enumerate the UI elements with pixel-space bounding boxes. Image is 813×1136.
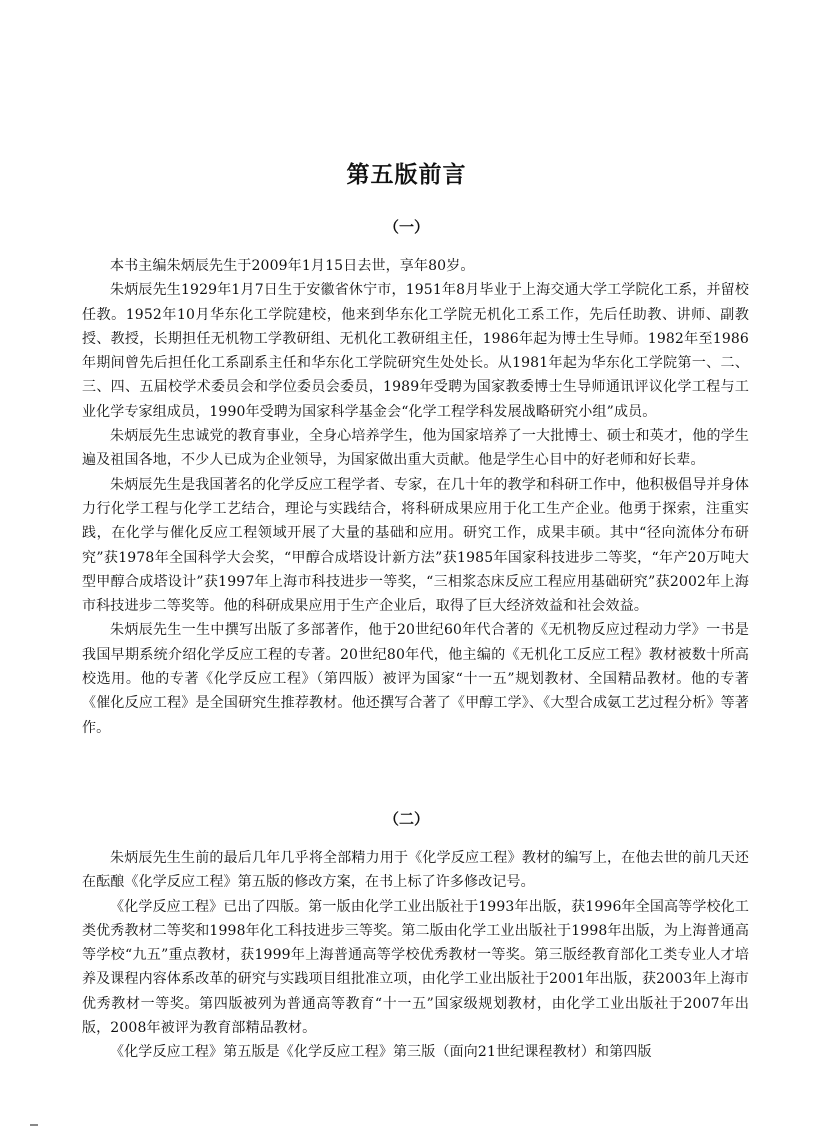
paragraph: 朱炳辰先生生前的最后几年几乎将全部精力用于《化学反应工程》教材的编写上，在他去世的前几天还在酝酿《化学反应工程》第五版的修改方案，在书上标了许多修改记号。 xyxy=(82,850,749,891)
paragraph: 朱炳辰先生是我国著名的化学反应工程学者、专家，在几十年的教学和科研工作中，他积极倡导并身体力行化学工程与化学工艺结合，理论与实践结合，将科研成果应用于化工生产企业。他勇于探索，注重实践，在化学与催化反应工程领域开展了大量的基础和应用。研究工作，成果丰硕。其中“径向流体分布研究”获1978年全国科学大会奖，“甲醇合成塔设计新方法”获1985年国家科技进步二等奖，“年产20万吨大型甲醇合成塔设计”获1997年上海市科技进步一等奖，“三相浆态床反应工程应用基础研究”获2002年上海市科技进步二等奖等。他的科研成果应用于生产企业后，取得了巨大经济效益和社会效益。 xyxy=(82,476,749,615)
paragraph: 朱炳辰先生1929年1月7日生于安徽省休宁市，1951年8月毕业于上海交通大学工学院化工系，并留校任教。1952年10月华东化工学院建校，他来到华东化工学院无机化工系工作，先后任助教、讲师、副教授、教授，长期担任无机物工学教研组、无机化工教研组主任，1986年起为博士生导师。1982年至1986年期间曾先后担任化工系副系主任和华东化工学院研究生处处长。从1981年起为华东化工学院第一、二、三、四、五届校学术委员会和学位委员会委员，1989年受聘为国家教委博士生导师通讯评议化学工程与工业化学专家组成员，1990年受聘为国家科学基金会“化学工程学科发展战略研究小组”成员。 xyxy=(82,282,749,420)
paragraph: 《化学反应工程》第五版是《化学反应工程》第三版（面向21世纪课程教材）和第四版 xyxy=(110,1044,652,1061)
paragraph: 朱炳辰先生忠诚党的教育事业，全身心培养学生，他为国家培养了一大批博士、硕士和英才，他的学生遍及祖国各地，不少人已成为企业领导，为国家做出重大贡献。他是学生心目中的好老师和好长辈。 xyxy=(82,428,749,469)
section-1-body xyxy=(82,254,749,740)
section-2-body xyxy=(82,846,749,1065)
paragraph: 《化学反应工程》已出了四版。第一版由化学工业出版社于1993年出版，获1996年全国高等学校化工类优秀教材二等奖和1998年化工科技进步三等奖。第二版由化学工业出版社于1998年出版，为上海普通高等学校“九五”重点教材，获1999年上海普通高等学校优秀教材一等奖。第三版经教育部化工类专业人才培养及课程内容体系改革的研究与实践项目组批准立项，由化学工业出版社于2001年出版，获2003年上海市优秀教材一等奖。第四版被列为普通高等教育“十一五”国家级规划教材，由化学工业出版社于2007年出版，2008年被评为教育部精品教材。 xyxy=(82,898,749,1037)
scan-mark xyxy=(30,1124,38,1126)
paragraph: 本书主编朱炳辰先生于2009年1月15日去世，享年80岁。 xyxy=(110,258,475,274)
page-title: 第五版前言 xyxy=(346,162,467,188)
section-heading-2: （二） xyxy=(383,810,429,828)
section-heading-1: （一） xyxy=(383,218,429,236)
paragraph: 朱炳辰先生一生中撰写出版了多部著作，他于20世纪60年代合著的《无机物反应过程动力学》一书是我国早期系统介绍化学反应工程的专著。20世纪80年代，他主编的《无机化工反应工程》教材被数十所高校选用。他的专著《化学反应工程》（第四版）被评为国家“十一五”规划教材、全国精品教材。他的专著《催化反应工程》是全国研究生推荐教材。他还撰写合著了《甲醇工学》、《大型合成氨工艺过程分析》等著作。 xyxy=(82,622,749,736)
